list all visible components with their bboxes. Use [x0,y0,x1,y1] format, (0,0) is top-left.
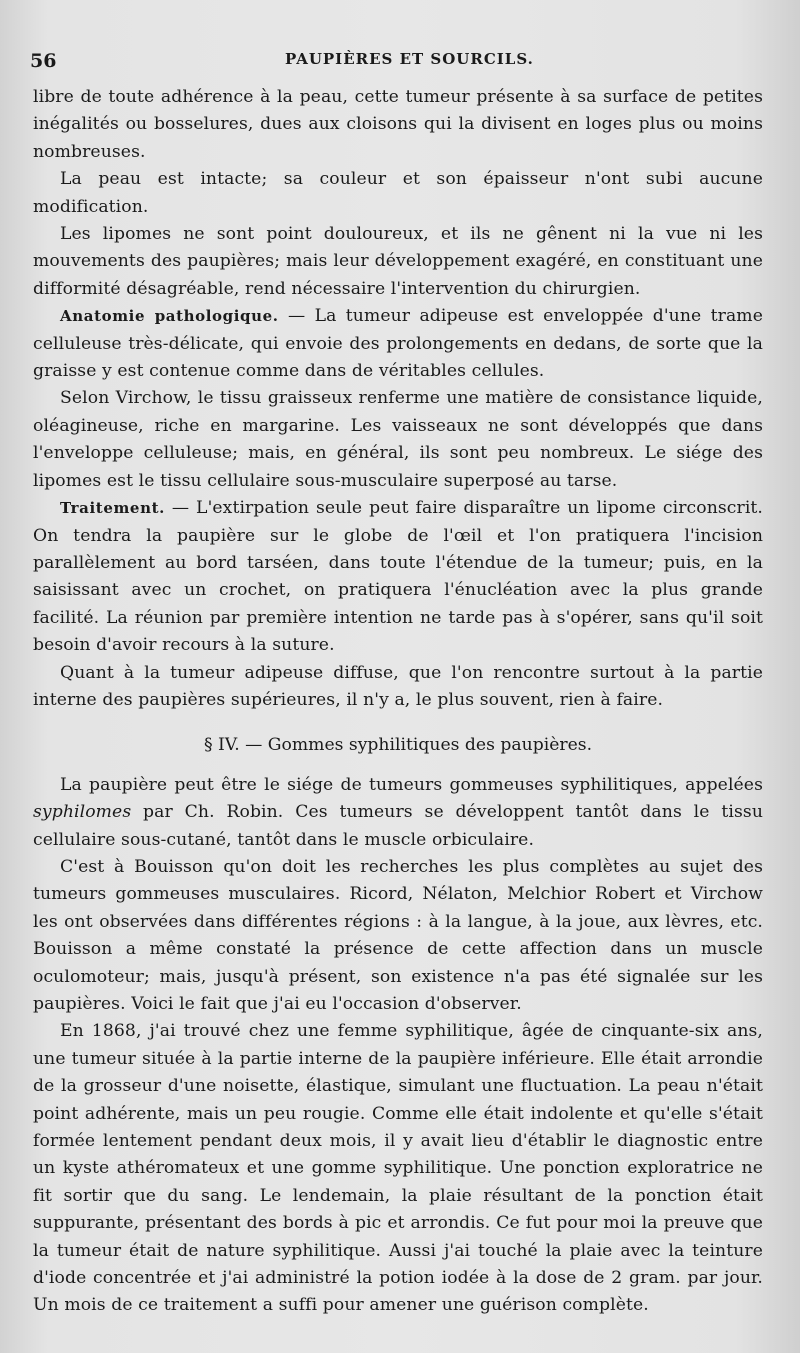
paragraph-lead: Anatomie pathologique. [60,307,279,326]
paragraph-text: La paupière peut être le siége de tumeurs gommeuses syphilitiques, appelées [60,774,763,795]
section-title: § IV. — Gommes syphilitiques des paupières. [203,735,593,756]
paragraph-text: — La tumeur adipeuse est enveloppée d'une trame celluleuse très-délicate, qui envoie des prolongements en dedans, de sorte que la graisse y est contenue comme dans de véritables cellules. [33,306,763,382]
page-header [0,44,800,74]
page-number: 56 [30,50,57,72]
paragraph: La peau est intacte; sa couleur et son épaisseur n'ont subi aucune modification. [33,169,763,217]
paragraph-lead: Traitement. [60,499,165,518]
paragraph [33,303,763,385]
page-body [33,84,763,1320]
paragraph: Quant à la tumeur adipeuse diffuse, que l'on rencontre surtout à la partie interne des paupières supérieures, il n'y a, le plus souvent, rien à faire. [33,662,763,710]
paragraph: Les lipomes ne sont point douloureux, et ils ne gênent ni la vue ni les mouvements des paupières; mais leur développement exagéré, en constituant une difformité désagréable, rend nécessaire l'intervention du chirurgien. [33,224,763,299]
paragraph-text: par Ch. Robin. Ces tumeurs se développent tantôt dans le tissu cellulaire sous-cutané, tantôt dans le muscle orbiculaire. [33,802,763,850]
paragraph [33,772,763,854]
paragraph: C'est à Bouisson qu'on doit les recherches les plus complètes au sujet des tumeurs gommeuses musculaires. Ricord, Nélaton, Melchior Robert et Virchow les ont observées dans différentes régions : à la langue, à la joue, aux lèvres, etc. Bouisson a même constaté la présence de cette affection dans un muscle oculomoteur; mais, jusqu'à présent, son existence n'a pas été signalée sur les paupières. Voici le fait que j'ai eu l'occasion d'observer. [33,856,763,1014]
italic-term: syphilomes [33,802,132,823]
running-title: PAUPIÈRES ET SOURCILS. [285,50,534,68]
paragraph: Selon Virchow, le tissu graisseux renferme une matière de consistance liquide, oléagineuse, riche en margarine. Les vaisseaux ne sont développés que dans l'enveloppe celluleuse; mais, en général, ils sont peu nombreux. Le siége des lipomes est le tissu cellulaire sous-musculaire superposé au tarse. [33,388,763,491]
paragraph-text: — L'extirpation seule peut faire disparaître un lipome circonscrit. On tendra la paupière sur le globe de l'œil et l'on pratiquera l'incision parallèlement au bord tarséen, dans toute l'étendue de la tumeur; puis, en la saisissant avec un crochet, on pratiquera l'énucléation avec la plus grande facilité. La réunion par première intention ne tarde pas à s'opérer, sans qu'il soit besoin d'avoir recours à la suture. [33,498,763,656]
paragraph [33,495,763,659]
paragraph: libre de toute adhérence à la peau, cette tumeur présente à sa surface de petites inégalités ou bosselures, dues aux cloisons qui la divisent en loges plus ou moins nombreuses. [33,87,763,162]
paragraph: En 1868, j'ai trouvé chez une femme syphilitique, âgée de cinquante-six ans, une tumeur située à la partie interne de la paupière inférieure. Elle était arrondie de la grosseur d'une noisette, élastique, simulant une fluctuation. La peau n'était point adhérente, mais un peu rougie. Comme elle était indolente et qu'elle s'était formée lentement pendant deux mois, il y avait lieu d'établir le diagnostic entre un kyste athéromateux et une gomme syphilitique. Une ponction exploratrice ne fit sortir que du sang. Le lendemain, la plaie résultant de la ponction était suppurante, présentant des bords à pic et arrondis. Ce fut pour moi la preuve que la tumeur était de nature syphilitique. Aussi j'ai touché la plaie avec la teinture d'iode concentrée et j'ai administré la potion iodée à la dose de 2 gram. par jour. Un mois de ce traitement a suffi pour amener une guérison complète. [33,1021,763,1316]
